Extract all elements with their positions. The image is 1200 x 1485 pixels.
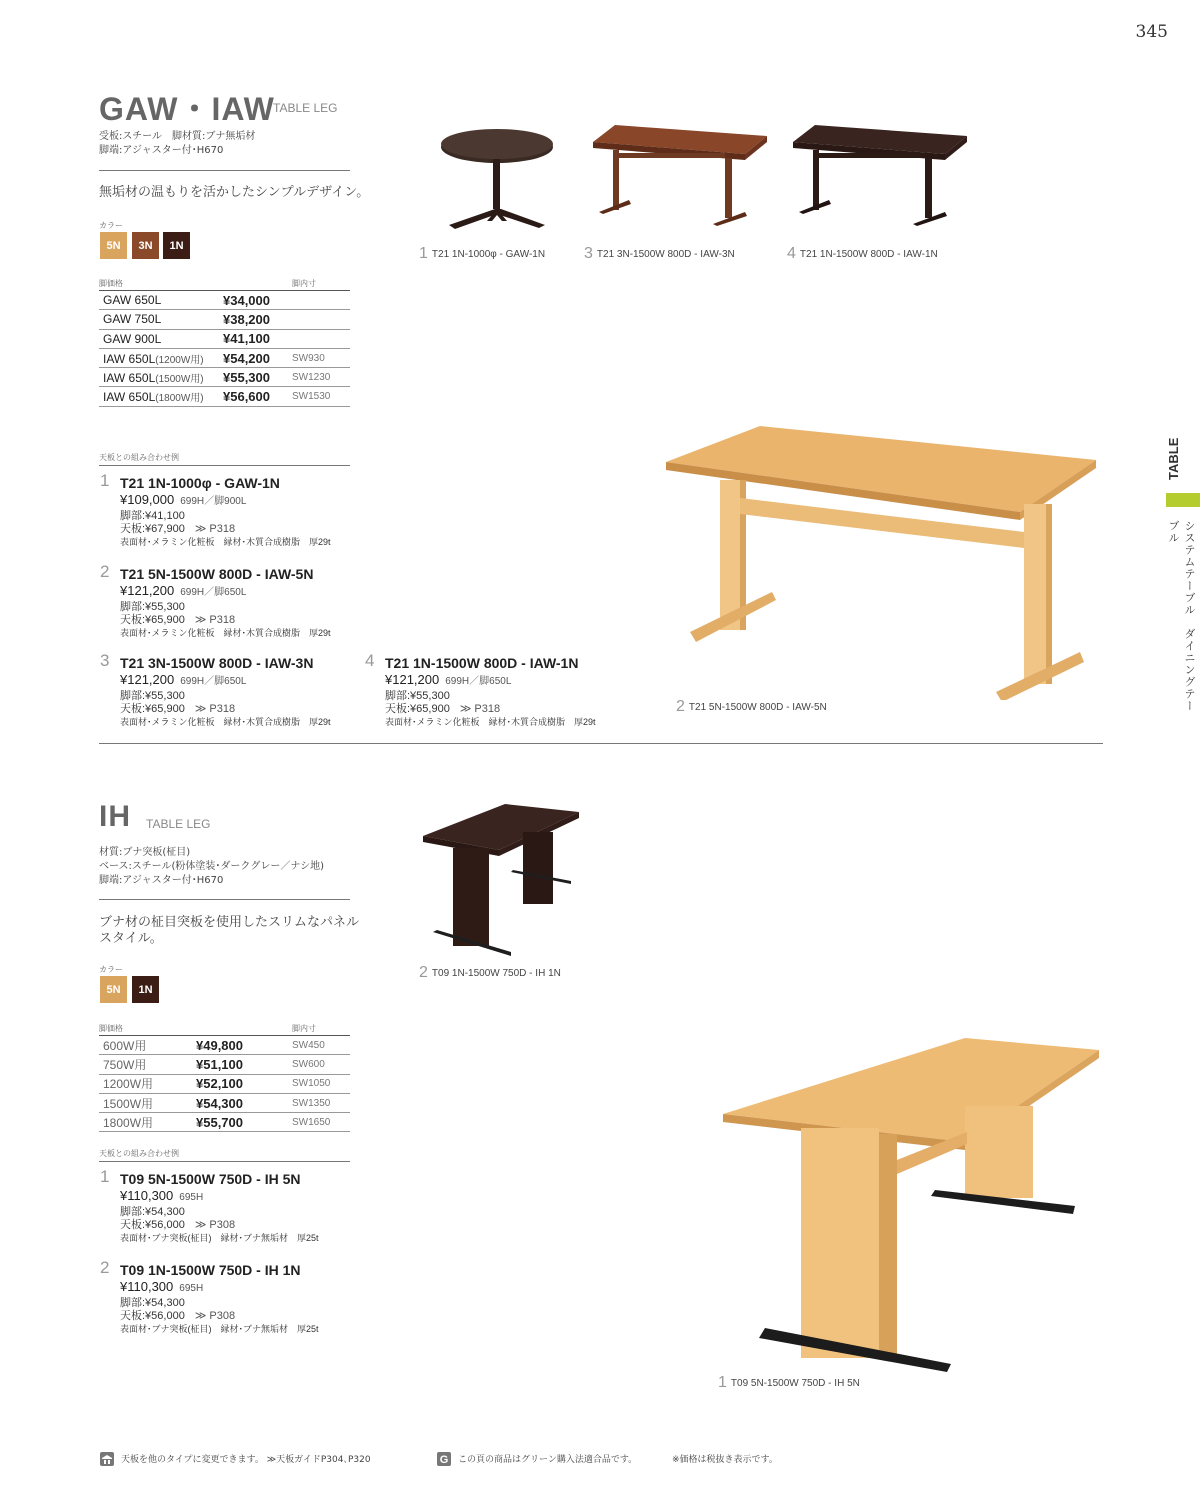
color-swatch-5n: 5N [100,976,127,1003]
table-row [99,291,350,310]
image-caption: 4 T21 1N-1500W 800D - IAW-1N [787,245,938,262]
combo-price: ¥121,200 [120,672,175,687]
image-caption: 1 T09 5N-1500W 750D - IH 5N [718,1374,860,1391]
table-row [99,348,350,367]
color-swatch-1n: 1N [132,976,159,1003]
color-swatch-5n: 5N [100,232,127,259]
combo-leg-price: 脚部:¥55,300 [120,601,185,613]
combo-name: T21 3N-1500W 800D - IAW-3N [120,655,314,671]
product-image-iaw-5n [660,420,1105,700]
combo-price: ¥121,200 [385,672,440,687]
spec-line: 脚端:アジャスター付･H670 [99,875,224,886]
product-image-iaw-1n [785,120,970,235]
combo-item: 2 T21 5N-1500W 800D - IAW-5N ¥121,200 699H／脚650L 脚部:¥55,300 天板:¥65,900 ≫ P318 表面材･メラミン化粧板 縁材･木質合成樹脂 厚29t [100,562,331,638]
table-row [99,1074,350,1093]
product-image-ih-5n [715,1030,1105,1380]
model-cell: GAW 900L [99,329,219,348]
combo-material: 表面材･メラミン化粧板 縁材･木質合成樹脂 厚29t [120,628,331,638]
table-row [99,368,350,387]
page-number: 345 [1135,22,1168,42]
combo-material: 表面材･ブナ突板(柾目) 縁材･ブナ無垢材 厚25t [120,1324,319,1334]
section-divider [99,743,1103,744]
combo-header: 天板との組み合わせ例 [99,1149,179,1158]
model-cell: 1800W用 [99,1113,192,1132]
table-row [99,1055,350,1074]
size-cell: SW1650 [288,1113,350,1132]
table-row [99,310,350,329]
price-cell: ¥34,000 [219,291,288,310]
spec-line: ベース:スチール(粉体塗装･ダークグレー／ナシ地) [99,861,325,872]
side-tab-label: TABLE [1166,437,1181,480]
price-header: 脚価格 [99,1024,123,1033]
model-cell: 1200W用 [99,1074,192,1093]
image-caption: 2 T09 1N-1500W 750D - IH 1N [419,964,561,981]
price-cell: ¥49,800 [192,1036,288,1055]
combo-price: ¥110,300 [120,1188,174,1203]
size-cell: SW450 [288,1036,350,1055]
combo-price: ¥121,200 [120,583,175,598]
combo-leg-price: 脚部:¥41,100 [120,510,185,522]
series-subtitle: TABLE LEG [273,101,338,115]
image-caption: 3 T21 3N-1500W 800D - IAW-3N [584,245,735,262]
series-title-gaw-iaw: GAW・IAW [99,91,275,127]
table-row [99,1036,350,1055]
size-header: 脚内寸 [292,1024,316,1033]
size-cell [288,310,350,329]
color-label: カラー [99,221,123,230]
color-swatch-3n: 3N [132,232,159,259]
combo-price: ¥109,000 [120,492,175,507]
combo-item: 1 T09 5N-1500W 750D - IH 5N ¥110,300 695H 脚部:¥54,300 天板:¥56,000 ≫ P308 表面材･ブナ突板(柾目) 縁材･ブナ無垢材 厚25t [100,1167,319,1243]
price-table-ih [99,1035,350,1132]
combo-name: T09 1N-1500W 750D - IH 1N [120,1262,301,1278]
product-image-round-table [435,125,560,235]
model-cell: GAW 650L [99,291,219,310]
model-cell: 600W用 [99,1036,192,1055]
model-cell: 1500W用 [99,1093,192,1112]
color-label: カラー [99,965,123,974]
combo-leg-price: 脚部:¥54,300 [120,1297,185,1309]
table-row [99,329,350,348]
model-cell: 750W用 [99,1055,192,1074]
image-caption: 1 T21 1N-1000φ - GAW-1N [419,245,546,262]
price-cell: ¥51,100 [192,1055,288,1074]
model-cell: IAW 650L(1200W用) [99,348,219,367]
combo-name: T21 5N-1500W 800D - IAW-5N [120,566,314,582]
model-cell: IAW 650L(1800W用) [99,387,219,406]
price-cell: ¥52,100 [192,1074,288,1093]
price-cell: ¥41,100 [219,329,288,348]
footer-note: 天板を他のタイプに変更できます。 ≫天板ガイドP304､P320 [121,1455,371,1465]
price-cell: ¥55,300 [219,368,288,387]
combo-material: 表面材･メラミン化粧板 縁材･木質合成樹脂 厚29t [120,537,331,547]
product-image-iaw-3n [585,120,770,235]
combo-header: 天板との組み合わせ例 [99,453,179,462]
combo-material: 表面材･ブナ突板(柾目) 縁材･ブナ無垢材 厚25t [120,1233,319,1243]
combo-item: 3 T21 3N-1500W 800D - IAW-3N ¥121,200 699H／脚650L 脚部:¥55,300 天板:¥65,900 ≫ P318 表面材･メラミン化粧板 縁材･木質合成樹脂 厚29t [100,651,331,727]
combo-leg-price: 脚部:¥55,300 [120,690,185,702]
combo-leg-price: 脚部:¥54,300 [120,1206,185,1218]
series-subtitle: TABLE LEG [146,817,211,831]
divider [99,170,350,171]
size-cell [288,329,350,348]
footer-note: ※価格は税抜き表示です。 [672,1455,778,1465]
table-row [99,1113,350,1132]
table-row [99,387,350,406]
color-swatch-1n: 1N [163,232,190,259]
side-tab-category: システムテーブル ダイニングテーブル [1167,520,1196,712]
svg-text:G: G [439,1454,449,1466]
size-cell: SW1230 [288,368,350,387]
spec-line: 脚端:アジャスター付･H670 [99,145,224,156]
price-header: 脚価格 [99,279,123,288]
footer-note: この頁の商品はグリーン購入法適合品です。 [458,1455,638,1465]
top-change-icon [100,1452,114,1466]
catchcopy: スタイル。 [99,931,163,946]
catchcopy: 無垢材の温もりを活かしたシンプルデザイン。 [99,185,370,200]
combo-name: T21 1N-1000φ - GAW-1N [120,475,280,491]
combo-item: 1 T21 1N-1000φ - GAW-1N ¥109,000 699H／脚900L 脚部:¥41,100 天板:¥67,900 ≫ P318 表面材･メラミン化粧板 縁材･木質合成樹脂 厚29t [100,471,331,547]
price-table-gaw [99,290,350,407]
divider [99,465,350,466]
series-title-ih: IH [99,800,131,833]
combo-item: 2 T09 1N-1500W 750D - IH 1N ¥110,300 695H 脚部:¥54,300 天板:¥56,000 ≫ P308 表面材･ブナ突板(柾目) 縁材･ブナ無垢材 厚25t [100,1258,319,1334]
spec-line: 受板:スチール 脚材質:ブナ無垢材 [99,131,256,142]
model-cell: GAW 750L [99,310,219,329]
size-cell: SW1350 [288,1093,350,1112]
side-tab-accent-bar [1166,493,1200,507]
spec-line: 材質:ブナ突板(柾目) [99,847,191,858]
image-caption: 2 T21 5N-1500W 800D - IAW-5N [676,698,827,715]
green-purchase-icon [437,1452,451,1466]
size-cell: SW1050 [288,1074,350,1093]
price-cell: ¥56,600 [219,387,288,406]
catchcopy: ブナ材の柾目突板を使用したスリムなパネル [99,915,360,930]
size-cell: SW600 [288,1055,350,1074]
size-cell: SW930 [288,348,350,367]
price-cell: ¥54,300 [192,1093,288,1112]
size-cell [288,291,350,310]
combo-leg-price: 脚部:¥55,300 [385,690,450,702]
combo-name: T09 5N-1500W 750D - IH 5N [120,1171,301,1187]
size-cell: SW1530 [288,387,350,406]
combo-material: 表面材･メラミン化粧板 縁材･木質合成樹脂 厚29t [385,717,596,727]
price-cell: ¥38,200 [219,310,288,329]
combo-material: 表面材･メラミン化粧板 縁材･木質合成樹脂 厚29t [120,717,331,727]
combo-price: ¥110,300 [120,1279,174,1294]
table-row [99,1093,350,1112]
combo-name: T21 1N-1500W 800D - IAW-1N [385,655,579,671]
divider [99,899,350,900]
price-cell: ¥54,200 [219,348,288,367]
divider [99,1161,350,1162]
price-cell: ¥55,700 [192,1113,288,1132]
model-cell: IAW 650L(1500W用) [99,368,219,387]
size-header: 脚内寸 [292,279,316,288]
product-image-ih-1n [415,798,585,958]
combo-item: 4 T21 1N-1500W 800D - IAW-1N ¥121,200 699H／脚650L 脚部:¥55,300 天板:¥65,900 ≫ P318 表面材･メラミン化粧板 縁材･木質合成樹脂 厚29t [365,651,596,727]
